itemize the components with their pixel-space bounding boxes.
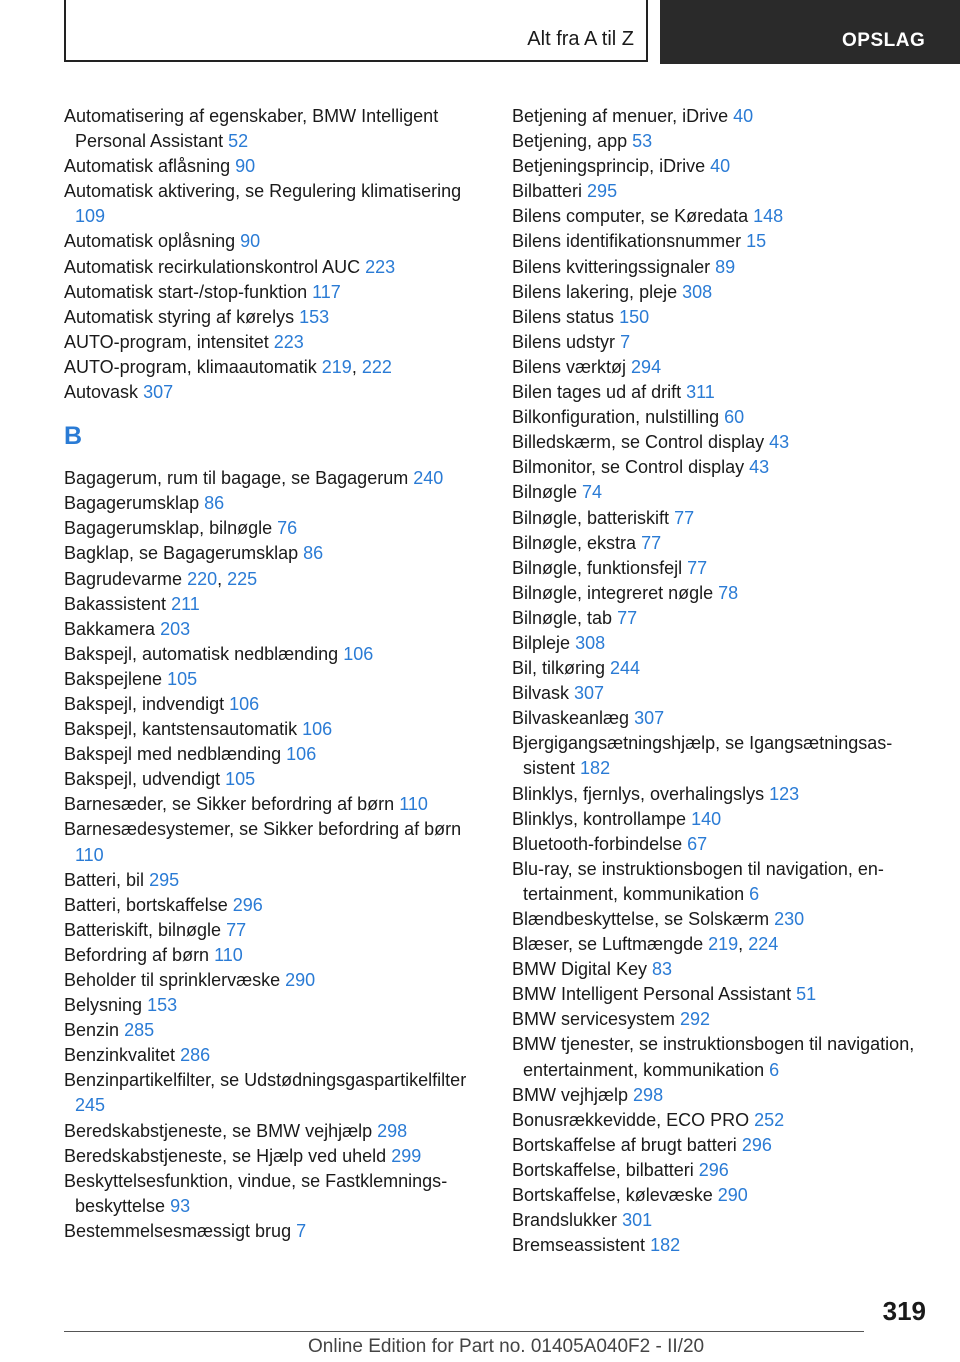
index-entry (64, 179, 484, 229)
page-link[interactable]: 110 (214, 944, 243, 965)
page-link[interactable]: 90 (235, 156, 256, 177)
index-entry (64, 330, 484, 355)
index-entry (512, 380, 932, 405)
index-entry-text: Bakspejl, udvendigt (64, 769, 221, 790)
index-entry (64, 993, 484, 1018)
page-link[interactable]: 7 (296, 1220, 307, 1241)
page-link[interactable]: 110 (399, 794, 428, 815)
page-link[interactable]: 298 (377, 1120, 408, 1141)
page-link[interactable]: 240 (413, 468, 444, 489)
index-entry-text: Bilnøgle, integreret nøgle (512, 582, 714, 603)
index-entry (512, 656, 932, 681)
index-entry-text: Beskyttelsesfunktion, vindue, se Fastklemningsbeskyttelse (64, 1170, 448, 1216)
page-link[interactable]: 60 (724, 407, 745, 428)
index-entry (64, 767, 484, 792)
page-link[interactable]: 40 (710, 156, 731, 177)
index-entry-text: Beredskabstjeneste, se BMW vejhjælp (64, 1120, 373, 1141)
page-link[interactable]: 76 (277, 518, 298, 539)
index-entry-text: Bakspejlene (64, 668, 163, 689)
page-link[interactable]: 182 (650, 1235, 681, 1256)
index-entry (64, 1068, 484, 1118)
page-link[interactable]: 77 (641, 532, 662, 553)
index-entry-text: Automatisk styring af kørelys (64, 306, 295, 327)
index-entry-text: Bonusrækkevidde, ECO PRO (512, 1109, 750, 1130)
index-entry-text: Bestemmelsesmæssigt brug (64, 1220, 292, 1241)
index-entry-text: Bilnøgle (512, 482, 578, 503)
index-entry-text: Bilvaskeanlæg (512, 708, 630, 729)
index-entry (64, 1144, 484, 1169)
index-entry-text: Beholder til sprinklervæske (64, 970, 281, 990)
index-entry (64, 1119, 484, 1144)
index-entry-text: Bilnøgle, ekstra (512, 532, 637, 553)
page-link[interactable]: 153 (147, 995, 178, 1016)
page-link[interactable]: 220 (187, 568, 218, 589)
index-entry-text: Brandslukker (512, 1210, 618, 1231)
index-entry (512, 179, 932, 204)
page-link[interactable]: 83 (652, 959, 673, 980)
page-link[interactable]: 123 (769, 783, 800, 804)
index-entry (512, 982, 932, 1007)
index-entry-text: Bilens udstyr (512, 331, 616, 352)
index-entry-text: Bortskaffelse af brugt batteri (512, 1134, 737, 1155)
page-link[interactable]: 219 (708, 934, 739, 955)
index-entry-text: Automatisk start-/stop-funktion (64, 281, 308, 302)
section-letter: B (64, 422, 83, 451)
page-link[interactable]: 211 (171, 593, 200, 614)
index-entry-text: BMW Intelligent Personal Assistant (512, 984, 792, 1005)
index-entry-text: Bilnøgle, funktionsfejl (512, 557, 683, 578)
page-link[interactable]: 140 (691, 808, 722, 829)
index-entry (64, 255, 484, 280)
index-entry (64, 742, 484, 767)
page-link[interactable]: 219 (321, 356, 352, 377)
index-entry-text: Billedskærm, se Control display (512, 432, 765, 453)
index-entry (512, 606, 932, 631)
index-entry (512, 1183, 932, 1208)
page-link[interactable]: 296 (741, 1134, 772, 1155)
index-entry (512, 154, 932, 179)
page-link[interactable]: 78 (718, 582, 739, 603)
index-entry-text: Belysning (64, 995, 143, 1016)
index-entry-text: Blu-ray, se instruktionsbogen til navigation, entertainment, kommunikation (512, 858, 884, 904)
index-entry (64, 154, 484, 179)
index-entry-text: Bakkamera (64, 618, 156, 639)
page-link[interactable]: 244 (610, 658, 641, 679)
index-entry (64, 592, 484, 617)
index-entry-text: Blæser, se Luftmængde (512, 934, 704, 955)
page-link[interactable]: 86 (204, 493, 225, 514)
index-entry (512, 129, 932, 154)
page-link[interactable]: 106 (343, 643, 374, 664)
page-link[interactable]: 295 (149, 869, 180, 890)
header-tab-label: OPSLAG (842, 30, 926, 51)
page-link[interactable]: 15 (746, 231, 767, 252)
index-entry-text: Bilens identifikationsnummer (512, 231, 742, 252)
index-entry (64, 1219, 484, 1244)
page-link[interactable]: 223 (273, 331, 304, 352)
page-link[interactable]: 77 (674, 507, 695, 528)
page-link[interactable]: 286 (180, 1045, 211, 1066)
page-link[interactable]: 77 (226, 919, 247, 940)
index-entry (64, 541, 484, 566)
index-list-a (64, 104, 484, 405)
page-link[interactable]: 307 (634, 708, 665, 729)
index-entry (512, 832, 932, 857)
index-entry (64, 918, 484, 943)
index-entry-text: Bilmonitor, se Control display (512, 457, 745, 478)
index-entry-text: Bakspejl, automatisk nedblænding (64, 643, 339, 664)
index-entry (512, 204, 932, 229)
index-entry-text: Benzin (64, 1020, 120, 1041)
page-link[interactable]: 290 (285, 970, 316, 990)
index-entry (64, 868, 484, 893)
footer-edition: Online Edition for Part no. 01405A040F2 - II/20 (308, 1336, 705, 1357)
page-link[interactable]: 90 (240, 231, 261, 252)
index-entry-text: Bilpleje (512, 632, 571, 653)
index-entry-text: Batteriskift, bilnøgle (64, 919, 222, 940)
page-link[interactable]: 311 (686, 382, 715, 403)
index-entry (512, 405, 932, 430)
page-link[interactable]: 89 (715, 256, 736, 277)
page-link[interactable]: 67 (687, 833, 708, 854)
index-entry-text: Automatisk recirkulationskontrol AUC (64, 256, 361, 277)
page-link[interactable]: 294 (631, 356, 662, 377)
index-entry-text: Automatisk aktivering, se Regulering klimatisering (64, 181, 462, 202)
index-entry (512, 1233, 932, 1258)
index-entry (512, 255, 932, 280)
page-link[interactable]: 77 (687, 557, 708, 578)
page-link[interactable]: 52 (228, 131, 249, 152)
page-link[interactable]: 225 (227, 568, 258, 589)
index-entry (64, 380, 484, 405)
index-entry-text: Automatisk oplåsning (64, 231, 236, 252)
index-entry (512, 280, 932, 305)
page-link[interactable]: 51 (796, 984, 817, 1005)
index-entry-text: Barnesæder, se Sikker befordring af børn (64, 794, 395, 815)
page-link[interactable]: 203 (160, 618, 191, 639)
index-list-b (64, 466, 484, 1244)
page-link[interactable]: 301 (622, 1210, 653, 1231)
page-link[interactable]: 153 (299, 306, 330, 327)
index-entry (64, 1169, 484, 1219)
index-entry-text: Bakspejl, indvendigt (64, 693, 225, 714)
page-link[interactable]: 43 (749, 457, 770, 478)
index-entry (512, 907, 932, 932)
page-link[interactable]: 285 (124, 1020, 155, 1041)
index-entry-text: Autovask (64, 382, 139, 403)
page-link[interactable]: 224 (748, 934, 779, 955)
page-link[interactable]: 86 (303, 543, 324, 564)
index-entry-text: Bluetooth-forbindelse (512, 833, 683, 854)
index-entry-text: Befordring af børn (64, 944, 210, 965)
index-entry-text: Betjening, app (512, 131, 628, 152)
index-entry: Bagrudevarme 220, 225 (64, 568, 258, 589)
index-entry (512, 782, 932, 807)
page-link[interactable]: 298 (633, 1084, 664, 1105)
page-link[interactable]: 106 (286, 744, 317, 765)
index-entry-text: Bilnøgle, tab (512, 607, 613, 628)
index-entry (512, 857, 932, 907)
index-entry (64, 817, 484, 867)
index-entry (64, 229, 484, 254)
index-entry (512, 229, 932, 254)
index-entry (64, 617, 484, 642)
index-entry-text: Blinklys, fjernlys, overhalingslys (512, 783, 765, 804)
index-entry-text: Bilens værktøj (512, 356, 627, 377)
index-entry (512, 706, 932, 731)
page-link[interactable]: 106 (229, 693, 260, 714)
index-entry-text: Bortskaffelse, kølevæske (512, 1185, 713, 1206)
index-entry: AUTO-program, klimaautomatik 219, 222 (64, 356, 392, 377)
page-link[interactable]: 182 (580, 758, 611, 779)
index-entry (64, 893, 484, 918)
index-entry (512, 731, 932, 781)
page-link[interactable]: 290 (717, 1185, 748, 1206)
index-entry (512, 556, 932, 581)
index-entry-text: Bagrudevarme (64, 568, 183, 589)
index-entry-text: Batteri, bil (64, 869, 145, 890)
index-entry-text: Bakassistent (64, 593, 167, 614)
index-entry (64, 305, 484, 330)
page-link[interactable]: 74 (582, 482, 603, 503)
index-entry-text: Bagagerumsklap (64, 493, 200, 514)
index-entry-text: Bilens kvitteringssignaler (512, 256, 711, 277)
page-link[interactable]: 117 (312, 281, 341, 302)
page-link[interactable]: 53 (632, 131, 653, 152)
page-link[interactable]: 77 (617, 607, 638, 628)
page-link[interactable]: 296 (232, 894, 263, 915)
index-entry-text: BMW Digital Key (512, 959, 648, 980)
page-link[interactable]: 7 (620, 331, 631, 352)
index-entry-text: Blinklys, kontrollampe (512, 808, 687, 829)
index-entry-text: Beredskabstjeneste, se Hjælp ved uheld (64, 1145, 387, 1166)
index-entry-text: Bil, tilkøring (512, 658, 606, 679)
index-entry (64, 104, 484, 154)
index-entry (64, 1018, 484, 1043)
index-entry (64, 717, 484, 742)
index-entry (64, 943, 484, 968)
index-entry (64, 792, 484, 817)
index-entry (512, 480, 932, 505)
page-link[interactable]: 296 (698, 1159, 729, 1180)
page-link[interactable]: 307 (143, 382, 174, 403)
index-entry-text: Bilens computer, se Køredata (512, 206, 749, 227)
index-entry (512, 531, 932, 556)
index-entry-text: Bagklap, se Bagagerumsklap (64, 543, 299, 564)
index-entry-text: Bagagerum, rum til bagage, se Bagagerum (64, 468, 409, 489)
left-column (64, 104, 484, 1244)
header-tab[interactable] (660, 0, 960, 64)
page-number: 319 (882, 1296, 926, 1326)
index-entry-text: Bjergigangsætningshjælp, se Igangsætningsassistent (512, 733, 893, 779)
index-entry (64, 280, 484, 305)
index-entry (512, 1032, 932, 1082)
index-entry-text: BMW tjenester, se instruktionsbogen til navigation, entertainment, kommunikation (512, 1034, 915, 1080)
index-entry (64, 1043, 484, 1068)
index-entry-text: Betjeningsprincip, iDrive (512, 156, 706, 177)
index-entry (64, 491, 484, 516)
index-entry-text: BMW servicesystem (512, 1009, 676, 1030)
index-entry (512, 355, 932, 380)
index-entry-text: Bakspejl, kantstensautomatik (64, 719, 298, 740)
index-entry (512, 1158, 932, 1183)
index-entry (512, 506, 932, 531)
index-entry (512, 581, 932, 606)
page-link[interactable]: 308 (575, 632, 606, 653)
page-link[interactable]: 245 (75, 1095, 106, 1116)
index-entry-text: Benzinkvalitet (64, 1045, 176, 1066)
index-entry-text: Betjening af menuer, iDrive (512, 106, 729, 126)
footer-divider (64, 1331, 864, 1332)
page-link[interactable]: 299 (391, 1145, 422, 1166)
page-link[interactable]: 295 (587, 181, 618, 202)
page-link[interactable]: 292 (680, 1009, 711, 1030)
right-column (512, 104, 932, 1258)
index-entry (512, 104, 932, 129)
page-link[interactable]: 6 (749, 883, 760, 904)
index-entry (512, 330, 932, 355)
page-link[interactable]: 6 (769, 1059, 780, 1080)
index-entry-text: AUTO-program, intensitet (64, 331, 269, 352)
index-entry (512, 1083, 932, 1108)
page-link[interactable]: 105 (167, 668, 198, 689)
index-entry-text: Bakspejl med nedblænding (64, 744, 282, 765)
index-entry-text: BMW vejhjælp (512, 1084, 629, 1105)
index-entry: Blæser, se Luftmængde 219, 224 (512, 934, 779, 955)
page-link[interactable]: 93 (170, 1195, 191, 1216)
index-entry-text: Bagagerumsklap, bilnøgle (64, 518, 273, 539)
index-list-b-continued (512, 104, 932, 1258)
index-entry (512, 1133, 932, 1158)
index-entry-text: Automatisk aflåsning (64, 156, 231, 177)
index-entry-text: Benzinpartikelfilter, se Udstødningsgaspartikelfilter (64, 1070, 467, 1091)
index-entry (512, 681, 932, 706)
page-link[interactable]: 109 (75, 206, 106, 227)
index-entry-text: Bilnøgle, batteriskift (512, 507, 670, 528)
page-link[interactable]: 230 (774, 909, 805, 929)
page-link[interactable]: 148 (753, 206, 784, 227)
index-entry-text: Bilbatteri (512, 181, 583, 202)
index-entry (64, 968, 484, 993)
page-link[interactable]: 150 (619, 306, 650, 327)
index-entry (512, 1208, 932, 1233)
index-entry (64, 642, 484, 667)
index-entry (512, 455, 932, 480)
page-link[interactable]: 223 (365, 256, 396, 277)
index-entry-text: Bremseassistent (512, 1235, 646, 1256)
index-entry (64, 667, 484, 692)
page-link[interactable]: 110 (75, 844, 104, 865)
page-link[interactable]: 106 (302, 719, 333, 740)
index-entry-text: Bilens lakering, pleje (512, 281, 678, 302)
page-link[interactable]: 252 (754, 1109, 785, 1130)
index-entry (512, 430, 932, 455)
index-entry (512, 305, 932, 330)
index-entry (512, 807, 932, 832)
index-entry (64, 692, 484, 717)
header-title: Alt fra A til Z (527, 28, 634, 50)
index-entry-text: AUTO-program, klimaautomatik (64, 356, 317, 377)
page-link[interactable]: 308 (682, 281, 713, 302)
header-box (64, 0, 648, 62)
index-entry-text: Automatisering af egenskaber, BMW Intelligent Personal Assistant (64, 106, 439, 152)
page-link[interactable]: 105 (225, 769, 256, 790)
index-entry-text: Bilen tages ud af drift (512, 382, 682, 403)
page-link[interactable]: 307 (574, 683, 605, 704)
index-entry-text: Bortskaffelse, bilbatteri (512, 1159, 694, 1180)
index-entry-text: Batteri, bortskaffelse (64, 894, 228, 915)
index-entry-text: Bilkonfiguration, nulstilling (512, 407, 720, 428)
index-entry (512, 631, 932, 656)
index-entry (512, 957, 932, 982)
page-link[interactable]: 43 (769, 432, 790, 453)
index-entry-text: Bilvask (512, 683, 570, 704)
index-entry (512, 1007, 932, 1032)
index-entry (64, 466, 484, 491)
index-entry-text: Blændbeskyttelse, se Solskærm (512, 909, 770, 929)
index-entry (512, 1108, 932, 1133)
index-entry-text: Barnesædesystemer, se Sikker befordring af børn (64, 819, 462, 840)
index-entry-text: Bilens status (512, 306, 615, 327)
page-link[interactable]: 40 (733, 106, 754, 126)
index-entry (64, 516, 484, 541)
page-link[interactable]: 222 (361, 356, 392, 377)
